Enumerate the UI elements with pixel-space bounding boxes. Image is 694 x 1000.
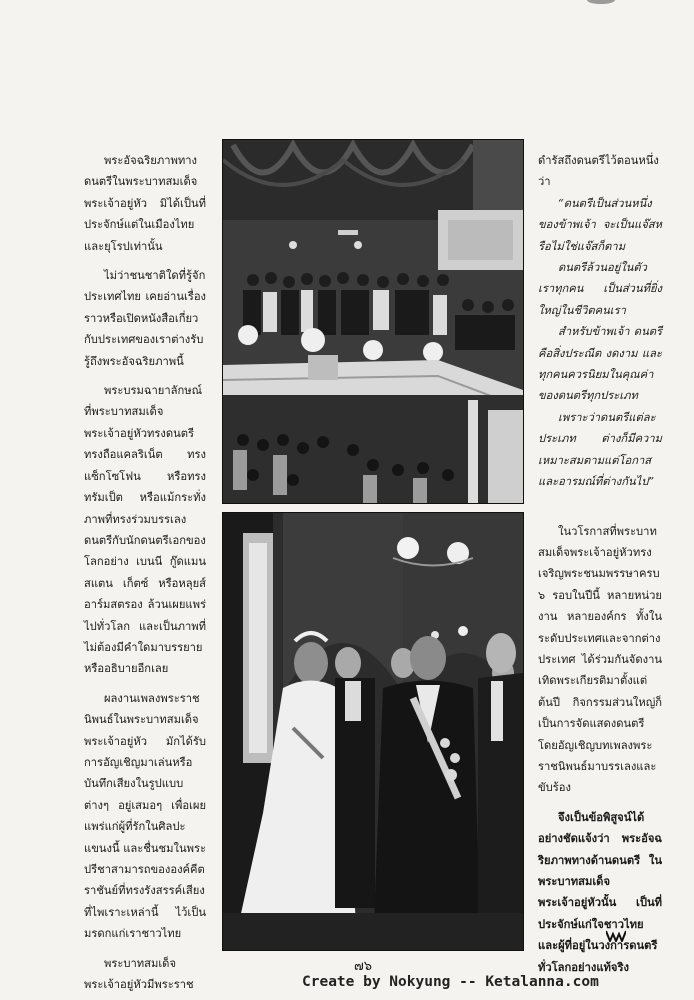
photo-royal-couple-image: [223, 513, 523, 950]
end-ornament-icon: [606, 930, 626, 942]
right-paragraph-conclusion: จึงเป็นข้อพิสูจน์ได้อย่างชัดแจ้งว่า พระอัจฉริยภาพทางด้านดนตรี ในพระบาทสมเด็จพระเจ้าอยู่หัวนั้น เป็นที่ประจักษ์แก่ใจชาวไทยและผู้ที่อยู่ในวงการดนตรีทั่วโลกอย่างแท้จริง: [538, 809, 662, 974]
left-paragraph-4: ผลงานเพลงพระราชนิพนธ์ในพระบาทสมเด็จพระเจ้าอยู่หัว มักได้รับการอัญเชิญมาเล่นหรือบันทึกเสียงในรูปแบบต่างๆ อยู่เสมอๆ เพื่อเผยแพร่แก่ผู้ที่รักในศิลปะแขนงนี้ และชื่นชมในพระปรีชาสามารถขององค์คีตราชันย์ที่ทรงรังสรรค์เสียงที่ไพเราะเหล่านี้ ไว้เป็นมรดกแก่เราชาวไทย: [84, 691, 206, 941]
quote-paragraph-3: สำหรับข้าพเจ้า ดนตรีคือสิ่งประณีต งดงาม และทุกคนควรนิยมในคุณค่าของดนตรีทุกประเภท: [538, 325, 662, 403]
page-number: ๗๖: [354, 959, 373, 974]
photo-royal-box-theatre: [222, 139, 524, 504]
quote-paragraph-2: ดนตรีล้วนอยู่ในตัวเราทุกคน เป็นส่วนที่ยิ่งใหญ่ในชีวิตคนเรา: [538, 261, 662, 317]
right-paragraph-1: ดำรัสถึงดนตรีไว้ตอนหนึ่งว่า: [538, 154, 659, 189]
right-text-column: [538, 150, 662, 978]
photo-royal-box-image: [223, 140, 523, 503]
left-paragraph-5: พระบาทสมเด็จพระเจ้าอยู่หัวมีพระราช: [84, 956, 194, 992]
credit-watermark: Create by Nokyung -- Ketalanna.com: [302, 974, 599, 990]
right-paragraph-2: ในวโรกาสที่พระบาทสมเด็จพระเจ้าอยู่หัวทรงเจริญพระชนมพรรษาครบ ๖ รอบในปีนี้ หลายหน่วยงาน หลายองค์กร ทั้งในระดับประเทศและจากต่างประเทศ ได้ร่วมกันจัดงานเทิดพระเกียรติมาตั้งแต่ต้นปี กิจกรรมส่วนใหญ่ก็เป็นการจัดแสดงดนตรีโดยอัญเชิญบทเพลงพระราชนิพนธ์มาบรรเลงและขับร้อง: [538, 524, 662, 795]
quote-paragraph-4: เพราะว่าดนตรีแต่ละประเภท ต่างก็มีความเหมาะสมตามแต่โอกาสและอารมณ์ที่ต่างกันไป”: [538, 410, 662, 489]
left-paragraph-2: ไม่ว่าชนชาติใดที่รู้จักประเทศไทย เคยอ่านเรื่องราวหรือเปิดหนังสือเกี่ยวกับประเทศของเราต่างรับรู้ถึงพระอัจฉริยภาพนี้: [84, 269, 206, 368]
left-paragraph-3: พระบรมฉายาลักษณ์ที่พระบาทสมเด็จพระเจ้าอยู่หัวทรงดนตรี ทรงถือแคลริเน็ต ทรงแซ็กโซโฟน หรือทรงทรัมเป็ต หรือแม้กระทั่งภาพที่ทรงร่วมบรรเลงดนตรีกับนักดนตรีเอกของโลกอย่าง เบนนี กู๊ดแมน สแตน เก็ตซ์ หรือหลุยส์ อาร์มสตรอง ล้วนเผยแพร่ไปทั่วโลก และเป็นภาพที่ไม่ต้องมีคำใดมาบรรยายหรืออธิบายอีกเลย: [84, 384, 206, 676]
photo-royal-couple-entrance: [222, 512, 524, 951]
corner-mark: [586, 0, 616, 6]
left-text-column: [84, 150, 206, 995]
quote-paragraph-1: “ดนตรีเป็นส่วนหนึ่งของข้าพเจ้า จะเป็นแจ๊สหรือไม่ใช่แจ๊สก็ตาม: [538, 196, 662, 253]
left-paragraph-1: พระอัจฉริยภาพทางดนตรีในพระบาทสมเด็จพระเจ้าอยู่หัว มิได้เป็นที่ประจักษ์แต่ในเมืองไทยและยุโรปเท่านั้น: [84, 154, 206, 253]
